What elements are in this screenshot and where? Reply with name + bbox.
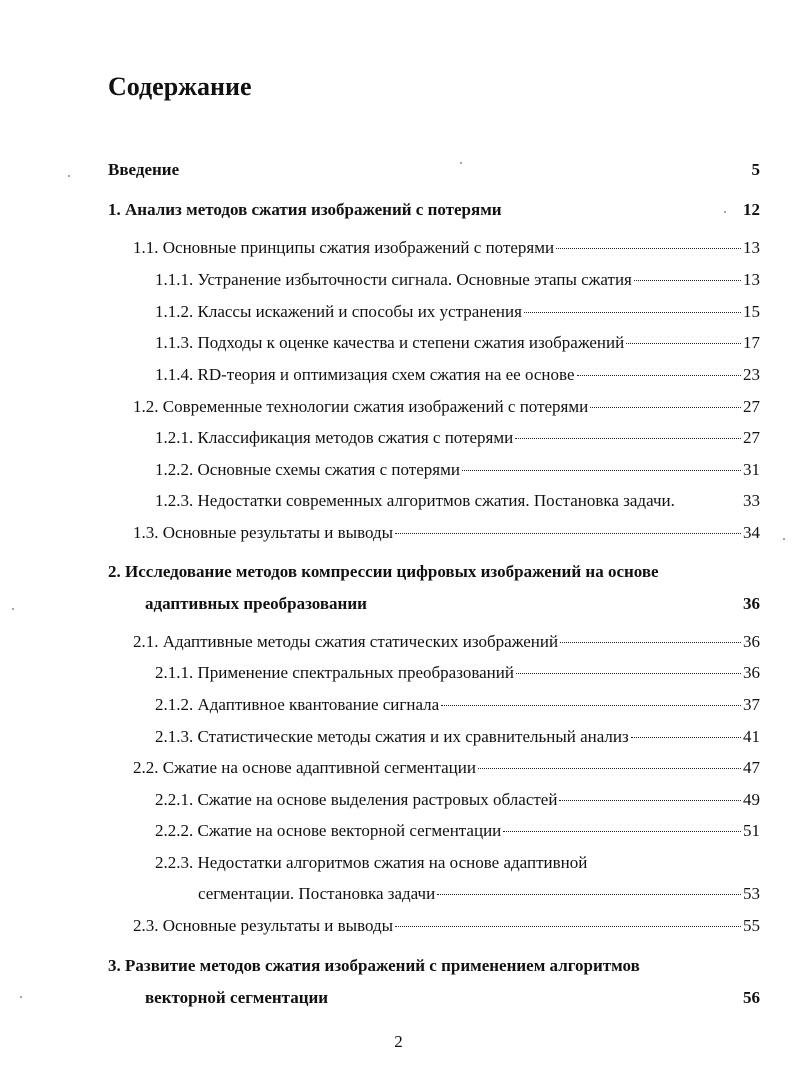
toc-page-number: 5 xyxy=(751,160,760,179)
toc-entry-title: 2.1. Адаптивные методы сжатия статических изображений xyxy=(133,632,559,651)
leader-dots xyxy=(577,374,742,376)
toc-entry-title: 2.2. Сжатие на основе адаптивной сегментации xyxy=(133,758,476,777)
toc-entry-title: 2.3. Основные результаты и выводы xyxy=(133,916,394,935)
toc-entry-chapter-3[interactable] xyxy=(145,988,760,1008)
leader-dots xyxy=(478,767,741,769)
toc-page-number: 34 xyxy=(743,523,760,542)
toc-page-number: 36 xyxy=(743,632,760,651)
toc-entry-title: адаптивных преобразовании xyxy=(145,594,367,613)
toc-entry-2-2-3[interactable] xyxy=(198,884,760,904)
leader-dots xyxy=(437,893,741,895)
toc-entry-chapter-1[interactable] xyxy=(108,200,760,220)
toc-entry-title: 2.2.1. Сжатие на основе выделения растровых областей xyxy=(155,790,558,809)
toc-page-number: 27 xyxy=(743,428,760,447)
toc-entry-1-1[interactable] xyxy=(133,238,760,258)
leader-dots xyxy=(626,342,741,344)
toc-page-number: 49 xyxy=(743,790,760,809)
toc-entry-1-2-3[interactable] xyxy=(155,491,760,511)
toc-entry-2-2-3-line1[interactable]: 2.2.3. Недостатки алгоритмов сжатия на основе адаптивной xyxy=(155,853,588,872)
toc-entry-2-1-1[interactable] xyxy=(155,663,760,683)
scan-speck xyxy=(12,608,14,610)
toc-page-number: 51 xyxy=(743,821,760,840)
toc-entry-2-1-3[interactable] xyxy=(155,727,760,747)
toc-entry-title: 2.1.3. Статистические методы сжатия и их сравнительный анализ xyxy=(155,727,629,746)
toc-entry-title: 1.2.1. Классификация методов сжатия с потерями xyxy=(155,428,514,447)
toc-entry-title: 1.1.4. RD-теория и оптимизация схем сжатия на ее основе xyxy=(155,365,575,384)
toc-entry-2-1-2[interactable] xyxy=(155,695,760,715)
toc-entry-title: векторной сегментации xyxy=(145,988,329,1007)
toc-entry-chapter-2-line1[interactable]: 2. Исследование методов компрессии цифровых изображений на основе xyxy=(108,562,659,581)
toc-entry-2-1[interactable] xyxy=(133,632,760,652)
toc-page-number: 36 xyxy=(743,594,760,613)
leader-dots xyxy=(395,925,741,927)
toc-page-number: 23 xyxy=(743,365,760,384)
page-number: 2 xyxy=(394,1032,403,1051)
toc-entry-title: 2.2.2. Сжатие на основе векторной сегментации xyxy=(155,821,502,840)
toc-entry-title: 1.2.3. Недостатки современных алгоритмов сжатия. Постановка задачи. xyxy=(155,491,675,510)
toc-entry-title: 1.2. Современные технологии сжатия изображений с потерями xyxy=(133,397,589,416)
toc-entry-title: Введение xyxy=(108,160,180,179)
leader-dots xyxy=(560,641,741,643)
toc-entry-title: 2.1.2. Адаптивное квантование сигнала xyxy=(155,695,440,714)
toc-page-number: 41 xyxy=(743,727,760,746)
toc-page-number: 17 xyxy=(743,333,760,352)
toc-entry-chapter-2[interactable] xyxy=(145,594,760,614)
toc-entry-1-2-2[interactable] xyxy=(155,460,760,480)
toc-entry-title: 1.1. Основные принципы сжатия изображений с потерями xyxy=(133,238,555,257)
toc-page-number: 53 xyxy=(743,884,760,903)
toc-entry-title: 1.1.2. Классы искажений и способы их устранения xyxy=(155,302,522,321)
toc-entry-2-3[interactable] xyxy=(133,916,760,936)
toc-entry-1-1-3[interactable] xyxy=(155,333,760,353)
leader-dots xyxy=(634,279,741,281)
toc-entry-chapter-3-line1[interactable]: 3. Развитие методов сжатия изображений с применением алгоритмов xyxy=(108,956,640,975)
leader-dots xyxy=(503,830,741,832)
toc-page-number: 13 xyxy=(743,238,760,257)
toc-entry-2-2[interactable] xyxy=(133,758,760,778)
toc-entry-title: 2.1.1. Применение спектральных преобразований xyxy=(155,663,514,682)
toc-entry-1-3[interactable] xyxy=(133,523,760,543)
leader-dots xyxy=(395,532,741,534)
leader-dots xyxy=(441,704,741,706)
toc-page-number: 33 xyxy=(743,491,760,510)
toc-entry-intro[interactable] xyxy=(108,160,760,180)
toc-page-number: 27 xyxy=(743,397,760,416)
toc-entry-title: 1.1.1. Устранение избыточности сигнала. Основные этапы сжатия xyxy=(155,270,632,289)
toc-page-number: 47 xyxy=(743,758,760,777)
leader-dots xyxy=(631,736,741,738)
scan-speck xyxy=(460,162,462,164)
scan-speck xyxy=(20,996,22,998)
toc-page-number: 36 xyxy=(743,663,760,682)
toc-entry-2-2-1[interactable] xyxy=(155,790,760,810)
toc-entry-title: 1. Анализ методов сжатия изображений с потерями xyxy=(108,200,502,219)
toc-entry-1-1-2[interactable] xyxy=(155,302,760,322)
page-title: Содержание xyxy=(108,72,252,101)
toc-entry-2-2-2[interactable] xyxy=(155,821,760,841)
toc-entry-1-2-1[interactable] xyxy=(155,428,760,448)
toc-entry-title: 1.2.2. Основные схемы сжатия с потерями xyxy=(155,460,460,479)
toc-entry-title: сегментации. Постановка задачи xyxy=(198,884,436,903)
toc-entry-title: 1.1.3. Подходы к оценке качества и степени сжатия изображений xyxy=(155,333,625,352)
toc-entry-title: 1.3. Основные результаты и выводы xyxy=(133,523,394,542)
toc-page-number: 12 xyxy=(743,200,760,219)
leader-dots xyxy=(559,799,741,801)
toc-entry-1-1-4[interactable] xyxy=(155,365,760,385)
leader-dots xyxy=(590,406,741,408)
toc-page-number: 37 xyxy=(743,695,760,714)
scan-speck xyxy=(68,175,70,177)
toc-page-number: 55 xyxy=(743,916,760,935)
scan-speck xyxy=(724,211,726,213)
scan-speck xyxy=(783,538,785,540)
toc-page-number: 15 xyxy=(743,302,760,321)
leader-dots xyxy=(524,311,741,313)
leader-dots xyxy=(516,672,741,674)
leader-dots xyxy=(556,247,741,249)
toc-entry-1-1-1[interactable] xyxy=(155,270,760,290)
leader-dots xyxy=(462,469,741,471)
leader-dots xyxy=(515,437,741,439)
toc-page-number: 56 xyxy=(743,988,760,1007)
toc-entry-1-2[interactable] xyxy=(133,397,760,417)
toc-page-number: 31 xyxy=(743,460,760,479)
toc-page-number: 13 xyxy=(743,270,760,289)
